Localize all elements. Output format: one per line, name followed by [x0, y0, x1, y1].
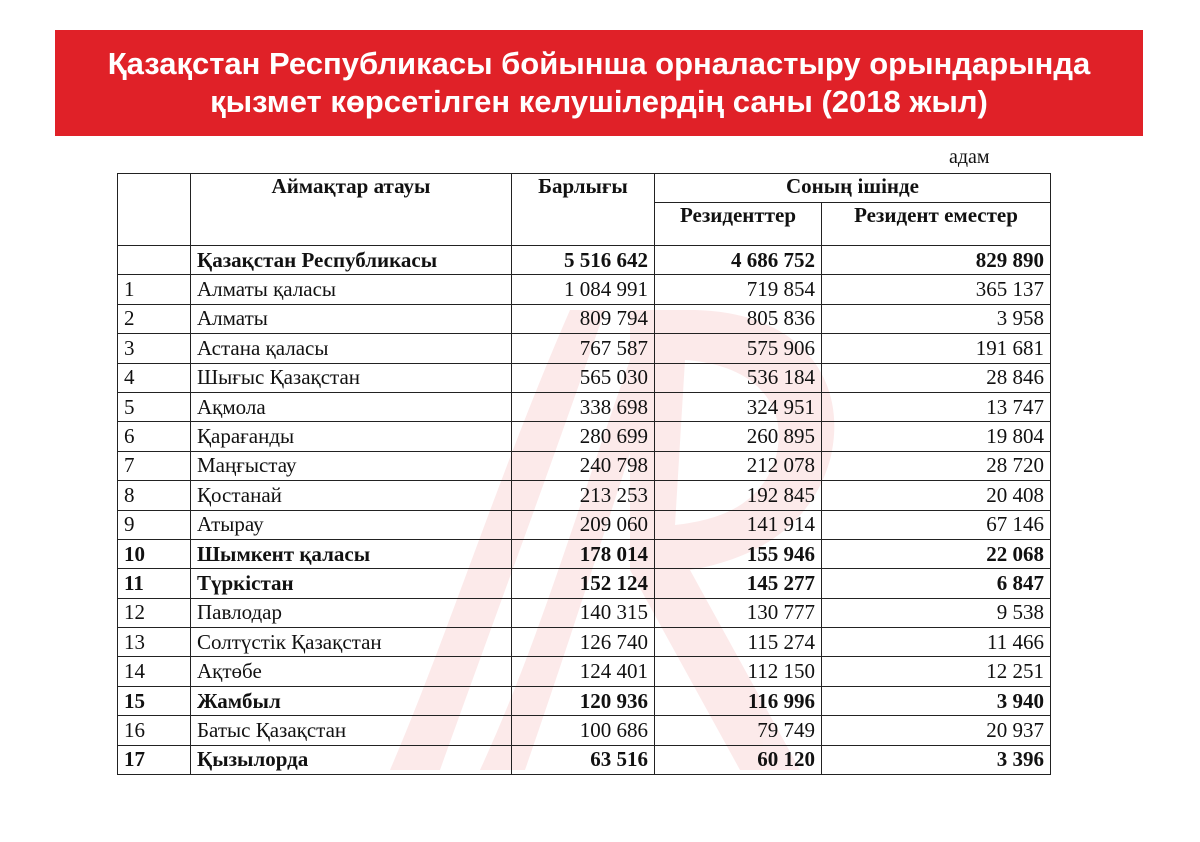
row-residents: 575 906	[655, 334, 822, 363]
header-no-cell	[118, 174, 191, 246]
row-residents: 536 184	[655, 363, 822, 392]
row-no: 2	[118, 304, 191, 333]
row-total: 120 936	[512, 686, 655, 715]
row-total: 767 587	[512, 334, 655, 363]
table-row	[118, 392, 1051, 421]
row-total: 280 699	[512, 422, 655, 451]
header-region: Аймақтар атауы	[191, 174, 512, 246]
table-row	[118, 304, 1051, 333]
header-non-residents: Резидент еместер	[822, 203, 1051, 246]
row-region-name: Қостанай	[191, 481, 512, 510]
table-row	[118, 422, 1051, 451]
summary-residents: 4 686 752	[655, 246, 822, 275]
row-residents: 141 914	[655, 510, 822, 539]
row-residents: 719 854	[655, 275, 822, 304]
unit-label: адам	[949, 146, 990, 168]
row-non-residents: 365 137	[822, 275, 1051, 304]
row-non-residents: 3 396	[822, 745, 1051, 774]
row-region-name: Жамбыл	[191, 686, 512, 715]
row-region-name: Шымкент қаласы	[191, 539, 512, 568]
table-row	[118, 510, 1051, 539]
row-total: 178 014	[512, 539, 655, 568]
row-region-name: Түркістан	[191, 569, 512, 598]
row-no: 10	[118, 539, 191, 568]
table-row	[118, 451, 1051, 480]
summary-total: 5 516 642	[512, 246, 655, 275]
row-residents: 155 946	[655, 539, 822, 568]
row-total: 809 794	[512, 304, 655, 333]
title-line-1: Қазақстан Республикасы бойынша орналастыру орындарында	[107, 46, 1091, 81]
row-non-residents: 20 408	[822, 481, 1051, 510]
table-row	[118, 569, 1051, 598]
row-total: 152 124	[512, 569, 655, 598]
row-total: 209 060	[512, 510, 655, 539]
row-residents: 60 120	[655, 745, 822, 774]
summary-non-residents: 829 890	[822, 246, 1051, 275]
table-row	[118, 363, 1051, 392]
row-non-residents: 28 720	[822, 451, 1051, 480]
visitors-table	[117, 173, 1051, 775]
table-row	[118, 598, 1051, 627]
row-no: 4	[118, 363, 191, 392]
row-residents: 79 749	[655, 716, 822, 745]
row-total: 565 030	[512, 363, 655, 392]
row-non-residents: 22 068	[822, 539, 1051, 568]
row-non-residents: 3 958	[822, 304, 1051, 333]
row-non-residents: 20 937	[822, 716, 1051, 745]
row-no: 13	[118, 628, 191, 657]
row-non-residents: 12 251	[822, 657, 1051, 686]
table-row	[118, 657, 1051, 686]
row-non-residents: 28 846	[822, 363, 1051, 392]
row-total: 338 698	[512, 392, 655, 421]
table-row	[118, 334, 1051, 363]
summary-name: Қазақстан Республикасы	[191, 246, 512, 275]
row-no: 16	[118, 716, 191, 745]
row-residents: 324 951	[655, 392, 822, 421]
row-no: 3	[118, 334, 191, 363]
row-no: 1	[118, 275, 191, 304]
summary-row	[118, 246, 1051, 275]
row-no: 9	[118, 510, 191, 539]
row-region-name: Алматы	[191, 304, 512, 333]
row-total: 1 084 991	[512, 275, 655, 304]
header-total: Барлығы	[512, 174, 655, 246]
row-region-name: Маңғыстау	[191, 451, 512, 480]
row-region-name: Қызылорда	[191, 745, 512, 774]
row-total: 140 315	[512, 598, 655, 627]
row-region-name: Астана қаласы	[191, 334, 512, 363]
title-banner	[55, 30, 1143, 136]
table-row	[118, 275, 1051, 304]
row-non-residents: 191 681	[822, 334, 1051, 363]
row-no: 11	[118, 569, 191, 598]
header-group: Соның ішінде	[655, 174, 1051, 203]
row-region-name: Алматы қаласы	[191, 275, 512, 304]
row-no: 17	[118, 745, 191, 774]
row-no: 14	[118, 657, 191, 686]
row-residents: 805 836	[655, 304, 822, 333]
row-region-name: Ақмола	[191, 392, 512, 421]
row-residents: 130 777	[655, 598, 822, 627]
row-no: 5	[118, 392, 191, 421]
row-total: 126 740	[512, 628, 655, 657]
row-non-residents: 19 804	[822, 422, 1051, 451]
row-region-name: Ақтөбе	[191, 657, 512, 686]
row-total: 124 401	[512, 657, 655, 686]
row-region-name: Шығыс Қазақстан	[191, 363, 512, 392]
title-line-2: қызмет көрсетілген келушілердің саны (2018 жыл)	[210, 84, 988, 119]
header-residents: Резиденттер	[655, 203, 822, 246]
row-no: 8	[118, 481, 191, 510]
table-row	[118, 481, 1051, 510]
table-row	[118, 539, 1051, 568]
row-total: 240 798	[512, 451, 655, 480]
table-row	[118, 716, 1051, 745]
row-region-name: Атырау	[191, 510, 512, 539]
row-total: 100 686	[512, 716, 655, 745]
table-row	[118, 686, 1051, 715]
row-residents: 260 895	[655, 422, 822, 451]
row-no: 15	[118, 686, 191, 715]
summary-no	[118, 246, 191, 275]
row-non-residents: 11 466	[822, 628, 1051, 657]
row-region-name: Солтүстік Қазақстан	[191, 628, 512, 657]
row-non-residents: 67 146	[822, 510, 1051, 539]
row-non-residents: 6 847	[822, 569, 1051, 598]
row-total: 213 253	[512, 481, 655, 510]
row-region-name: Павлодар	[191, 598, 512, 627]
row-non-residents: 3 940	[822, 686, 1051, 715]
table-row	[118, 745, 1051, 774]
row-no: 12	[118, 598, 191, 627]
row-region-name: Қарағанды	[191, 422, 512, 451]
table-row	[118, 628, 1051, 657]
row-non-residents: 13 747	[822, 392, 1051, 421]
row-residents: 116 996	[655, 686, 822, 715]
row-no: 7	[118, 451, 191, 480]
row-region-name: Батыс Қазақстан	[191, 716, 512, 745]
row-total: 63 516	[512, 745, 655, 774]
row-residents: 112 150	[655, 657, 822, 686]
row-residents: 145 277	[655, 569, 822, 598]
row-residents: 192 845	[655, 481, 822, 510]
row-residents: 115 274	[655, 628, 822, 657]
row-no: 6	[118, 422, 191, 451]
row-non-residents: 9 538	[822, 598, 1051, 627]
row-residents: 212 078	[655, 451, 822, 480]
